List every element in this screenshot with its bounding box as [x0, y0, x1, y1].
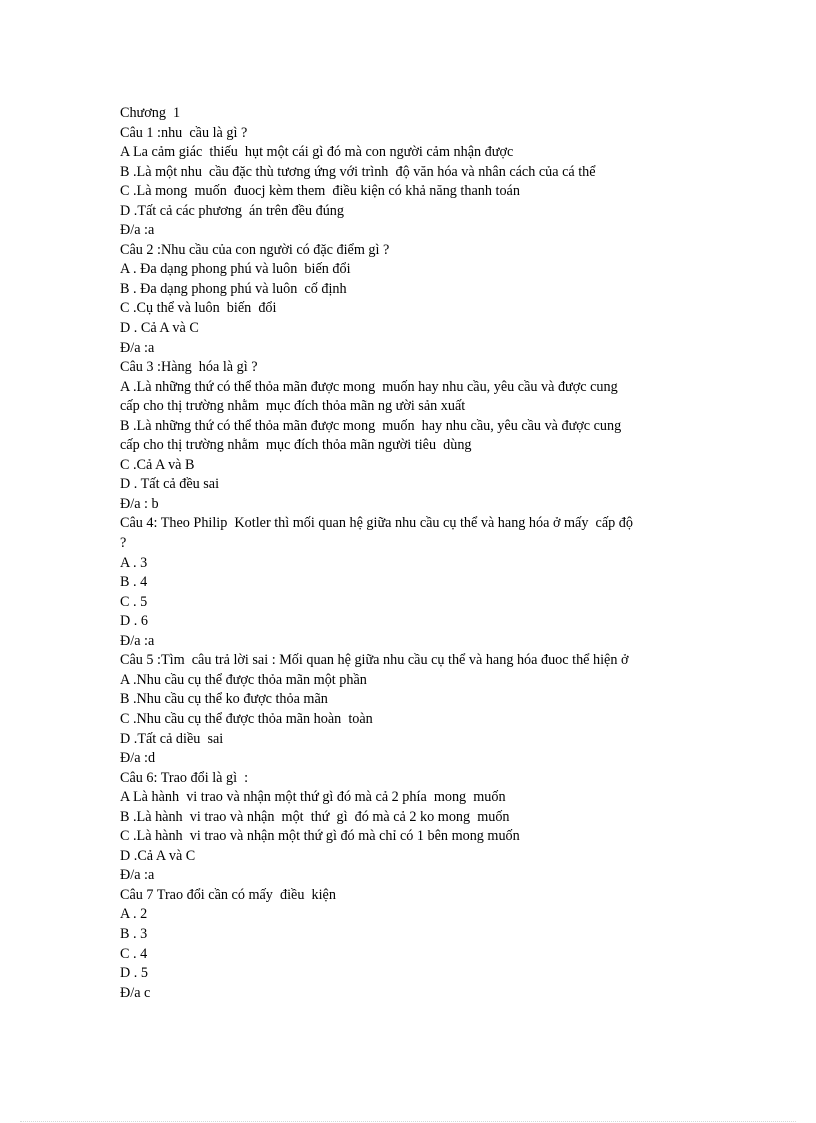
question-6-option-c: C .Là hành vi trao và nhận một thứ gì đó mà chỉ có 1 bên mong muốn: [120, 828, 520, 845]
question-7-option-a: A . 2: [120, 906, 148, 923]
question-2-answer: Đ/a :a: [120, 339, 155, 356]
question-7: Câu 7 Trao đổi cần có mấy điều kiện: [120, 886, 336, 903]
question-4-answer: Đ/a :a: [120, 632, 155, 649]
question-7-option-d: D . 5: [120, 965, 148, 982]
question-3-answer: Đ/a : b: [120, 495, 159, 512]
question-1-option-b: B .Là một nhu cầu đặc thù tương ứng với trình độ văn hóa và nhân cách của cá thể: [120, 163, 596, 180]
question-3-option-c: C .Cả A và B: [120, 456, 195, 473]
question-2-option-b: B . Đa dạng phong phú và luôn cố định: [120, 280, 347, 297]
chapter-heading: Chương 1: [120, 105, 181, 121]
question-5-option-a: A .Nhu cầu cụ thể được thỏa mãn một phần: [120, 671, 367, 688]
page-bottom-divider: [20, 1121, 796, 1122]
question-2-option-d: D . Cả A và C: [120, 320, 199, 337]
question-4-option-d: D . 6: [120, 613, 148, 630]
question-1: Câu 1 :nhu cầu là gì ?: [120, 124, 248, 141]
question-3-option-d: D . Tất cả đều sai: [120, 476, 220, 493]
question-5-answer: Đ/a :d: [120, 750, 156, 767]
question-3: Câu 3 :Hàng hóa là gì ?: [120, 359, 258, 376]
question-3-option-a: A .Là những thứ có thể thỏa mãn được mong muốn hay nhu cầu, yêu cầu và được cung: [120, 378, 618, 395]
question-1-option-c: C .Là mong muốn đuocj kèm them điều kiện có khả năng thanh toán: [120, 183, 520, 200]
question-5-option-b: B .Nhu cầu cụ thể ko được thỏa mãn: [120, 691, 328, 708]
question-6-option-a: A Là hành vi trao và nhận một thứ gì đó mà cả 2 phía mong muốn: [120, 789, 506, 806]
question-2-option-a: A . Đa dạng phong phú và luôn biến đổi: [120, 261, 351, 278]
question-6-answer: Đ/a :a: [120, 867, 155, 884]
question-3-option-b-cont: cấp cho thị trường nhằm mục đích thỏa mãn người tiêu dùng: [120, 437, 472, 454]
question-6: Câu 6: Trao đổi là gì :: [120, 769, 249, 786]
question-6-option-d: D .Cả A và C: [120, 847, 196, 864]
question-3-option-a-cont: cấp cho thị trường nhằm mục đích thỏa mãn ng ười sản xuất: [120, 398, 466, 415]
question-6-option-b: B .Là hành vi trao và nhận một thứ gì đó mà cả 2 ko mong muốn: [120, 808, 510, 825]
question-4-option-b: B . 4: [120, 574, 148, 591]
question-7-option-b: B . 3: [120, 925, 148, 942]
question-4-cont: ?: [120, 535, 127, 552]
question-4: Câu 4: Theo Philip Kotler thì mối quan hệ giữa nhu cầu cụ thể và hang hóa ở mấy cấp độ: [120, 515, 633, 532]
question-2-option-c: C .Cụ thể và luôn biến đổi: [120, 300, 277, 317]
question-4-option-c: C . 5: [120, 593, 148, 610]
question-3-option-b: B .Là những thứ có thể thỏa mãn được mong muốn hay nhu cầu, yêu cầu và được cung: [120, 417, 622, 434]
question-4-option-a: A . 3: [120, 554, 148, 571]
question-1-option-a: A La cảm giác thiếu hụt một cái gì đó mà con người cảm nhận được: [120, 144, 514, 161]
question-1-option-d: D .Tất cả các phương án trên đều đúng: [120, 202, 344, 219]
question-2: Câu 2 :Nhu cầu của con người có đặc điểm gì ?: [120, 241, 390, 258]
question-5-option-d: D .Tất cả diều sai: [120, 730, 224, 747]
question-1-answer: Đ/a :a: [120, 222, 155, 239]
question-7-answer: Đ/a c: [120, 984, 151, 1001]
question-5-option-c: C .Nhu cầu cụ thể được thỏa mãn hoàn toàn: [120, 710, 373, 727]
question-5: Câu 5 :Tìm câu trả lời sai : Mối quan hệ giữa nhu cầu cụ thể và hang hóa đuoc thể hiện ở: [120, 652, 629, 669]
document-body: [120, 104, 700, 1003]
question-7-option-c: C . 4: [120, 945, 148, 962]
